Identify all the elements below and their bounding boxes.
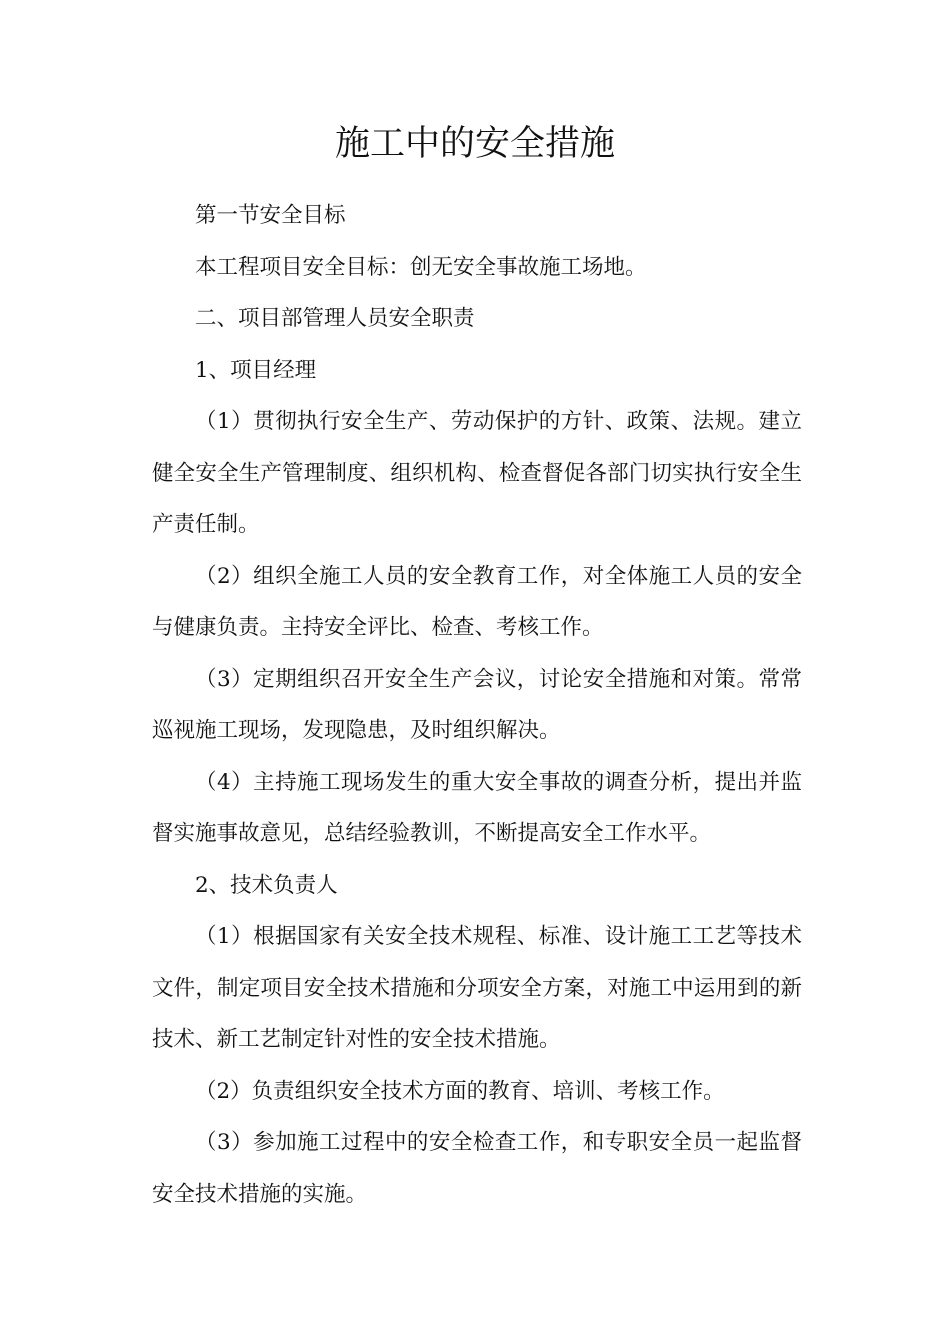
document-body [152, 190, 802, 1220]
document-title: 施工中的安全措施 [334, 124, 615, 164]
paragraph: （4）主持施工现场发生的重大安全事故的调查分析，提出并监督实施事故意见，总结经验教训，不断提高安全工作水平。 [152, 769, 802, 846]
paragraph: （3）定期组织召开安全生产会议，讨论安全措施和对策。常常巡视施工现场，发现隐患，及时组织解决。 [152, 666, 802, 743]
paragraph: （1）贯彻执行安全生产、劳动保护的方针、政策、法规。建立健全安全生产管理制度、组织机构、检查督促各部门切实执行安全生产责任制。 [152, 409, 802, 537]
paragraph: （2）负责组织安全技术方面的教育、培训、考核工作。 [195, 1078, 725, 1104]
paragraph: （2）组织全施工人员的安全教育工作，对全体施工人员的安全与健康负责。主持安全评比、检查、考核工作。 [152, 563, 802, 640]
paragraph: 本工程项目安全目标：创无安全事故施工场地。 [195, 254, 647, 280]
paragraph: （3）参加施工过程中的安全检查工作，和专职安全员一起监督安全技术措施的实施。 [152, 1130, 802, 1207]
subsection-heading: 2、技术负责人 [195, 872, 338, 898]
section-heading: 二、项目部管理人员安全职责 [195, 306, 475, 331]
subsection-heading: 1、项目经理 [195, 357, 317, 383]
section-heading: 第一节安全目标 [195, 203, 346, 228]
paragraph: （1）根据国家有关安全技术规程、标准、设计施工工艺等技术文件，制定项目安全技术措施和分项安全方案，对施工中运用到的新技术、新工艺制定针对性的安全技术措施。 [152, 924, 802, 1052]
